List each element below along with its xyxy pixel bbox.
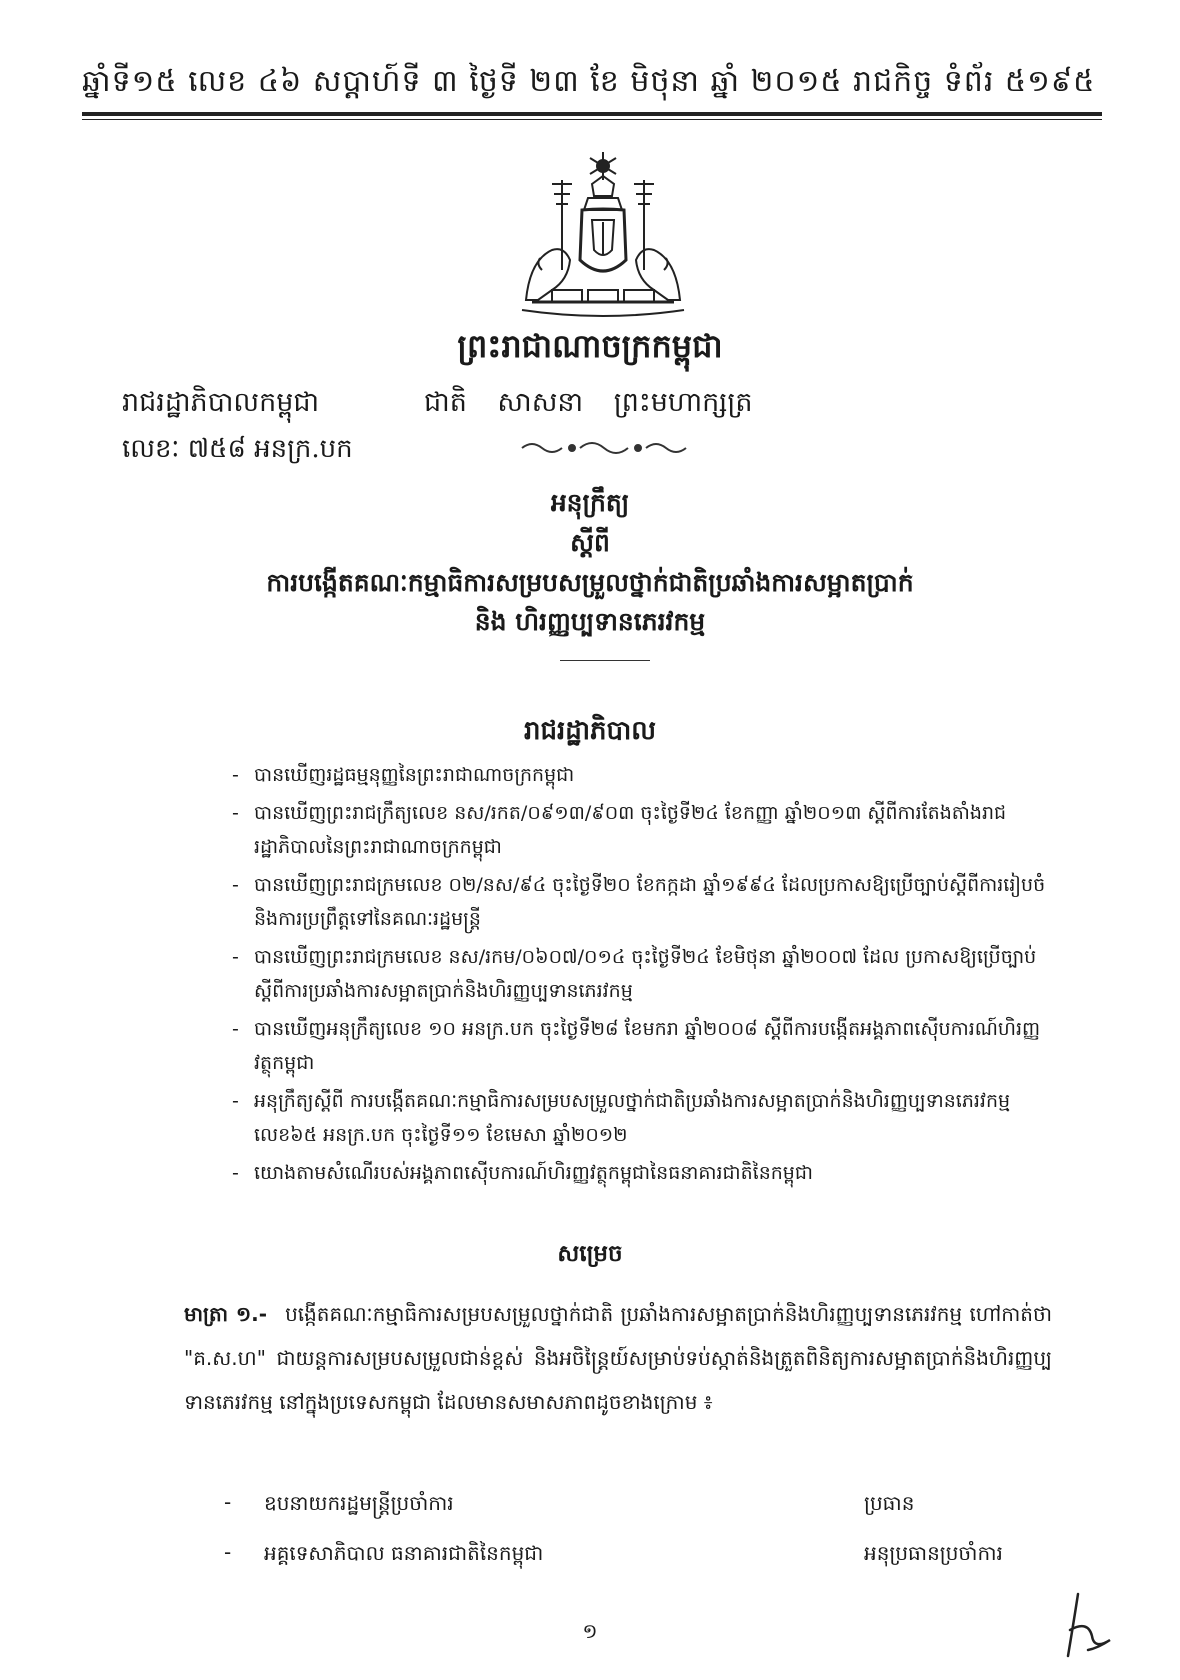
member-role: ឧបនាយករដ្ឋមន្ត្រីប្រចាំការ xyxy=(264,1491,454,1515)
header-rule-thin xyxy=(82,119,1102,120)
article-text: បង្កើតគណៈកម្មាធិការសម្របសម្រួលថ្នាក់ជាតិ ប្រឆាំងការសម្អាតប្រាក់និងហិរញ្ញប្បទានភេរវកម្ម ហៅកាត់ថា "គ.ស.ហ" ជាយន្តការសម្របសម្រួលជាន់ខ្ពស់ និងអចិន្ត្រៃយ៍សម្រាប់ទប់ស្កាត់និងត្រួតពិនិត្យការសម្អាតប្រាក់និងហិរញ្ញប្បទានភេរវកម្ម នៅក្នុងប្រទេសកម្ពុជា ដែលមានសមាសភាពដូចខាងក្រោម ៖ xyxy=(184,1302,1052,1414)
visa-item: - បានឃើញព្រះរាជក្រមលេខ នស/រកម/០៦០៧/០១៤ ចុះថ្ងៃទី២៤ ខែមិថុនា ឆ្នាំ២០០៧ ដែល ប្រកាសឱ្យប្រើច្បាប់ស្តីពីការប្រឆាំងការសម្អាតប្រាក់និងហិរញ្ញប្បទានភេរវកម្ម xyxy=(232,940,1052,1008)
visa-item: - បានឃើញព្រះរាជក្រមលេខ ០២/នស/៩៤ ចុះថ្ងៃទី២០ ខែកក្កដា ឆ្នាំ១៩៩៤ ដែលប្រកាសឱ្យប្រើច្បាប់ស្តីពីការរៀបចំនិងការប្រព្រឹត្តទៅនៃគណៈរដ្ឋមន្ត្រី xyxy=(232,868,1052,936)
visa-item: - បានឃើញអនុក្រឹត្យលេខ ១០ អនក្រ.បក ចុះថ្ងៃទី២៨ ខែមករា ឆ្នាំ២០០៨ ស្តីពីការបង្កើតអង្គភាពស៊ើបការណ៍ហិរញ្ញវត្ថុកម្ពុជា xyxy=(232,1012,1052,1080)
decision-heading: សម្រេច xyxy=(557,1240,623,1267)
document-number: លេខៈ ៧៥៨ អនក្រ.បក xyxy=(122,434,353,464)
visa-item: - យោងតាមសំណើរបស់អង្គភាពស៊ើបការណ៍ហិរញ្ញវត្ថុកម្ពុជានៃធនាគារជាតិនៃកម្ពុជា xyxy=(232,1156,1052,1190)
gazette-header: ឆ្នាំទី១៥ លេខ ៤៦ សប្តាហ៍ទី ៣ ថ្ងៃទី ២៣ ខែ មិថុនា ឆ្នាំ ២០១៥ រាជកិច្ច ទំព័រ ៥១៩៥ xyxy=(82,64,1096,99)
member-position: ប្រធាន xyxy=(864,1491,915,1515)
signature-initial-icon xyxy=(1048,1590,1118,1660)
issuer-name: រាជរដ្ឋាភិបាលកម្ពុជា xyxy=(122,387,320,418)
subject-line-1: ការបង្កើតគណៈកម្មាធិការសម្របសម្រួលថ្នាក់ជាតិប្រឆាំងការសម្អាតប្រាក់ xyxy=(266,568,914,597)
national-motto: ជាតិ សាសនា ព្រះមហាក្សត្រ xyxy=(424,387,753,418)
member-position: អនុប្រធានប្រចាំការ xyxy=(864,1541,1003,1565)
subject-line-2: និង ហិរញ្ញប្បទានភេរវកម្ម xyxy=(474,607,706,636)
article-1 xyxy=(184,1292,1052,1424)
article-number: មាត្រា ១.- xyxy=(184,1302,268,1326)
member-role: អគ្គទេសាភិបាល ធនាគារជាតិនៃកម្ពុជា xyxy=(264,1541,544,1565)
preamble-heading: រាជរដ្ឋាភិបាល xyxy=(523,716,657,746)
visa-item: - បានឃើញរដ្ឋធម្មនុញ្ញនៃព្រះរាជាណាចក្រកម្ពុជា xyxy=(232,758,1052,792)
title-divider xyxy=(560,660,650,661)
visa-list xyxy=(232,758,1052,1194)
document-type: អនុក្រឹត្យ xyxy=(550,488,630,517)
concerning-label: ស្តីពី xyxy=(570,528,610,557)
royal-coat-of-arms-icon xyxy=(512,150,694,320)
visa-item: - បានឃើញព្រះរាជក្រឹត្យលេខ នស/រកត/០៩១៣/៩០៣ ចុះថ្ងៃទី២៤ ខែកញ្ញា ឆ្នាំ២០១៣ ស្តីពីការតែងតាំងរាជរដ្ឋាភិបាលនៃព្រះរាជាណាចក្រកម្ពុជា xyxy=(232,796,1052,864)
ornament-flourish-icon xyxy=(514,436,694,458)
header-rule-thick xyxy=(82,112,1102,116)
visa-item: - អនុក្រឹត្យស្តីពី ការបង្កើតគណៈកម្មាធិការសម្របសម្រួលថ្នាក់ជាតិប្រឆាំងការសម្អាតប្រាក់និងហិរញ្ញប្បទានភេរវកម្ម លេខ៦៥ អនក្រ.បក ចុះថ្ងៃទី១១ ខែមេសា ឆ្នាំ២០១២ xyxy=(232,1084,1052,1152)
kingdom-title: ព្រះរាជាណាចក្រកម្ពុជា xyxy=(457,327,723,365)
page-number: ១ xyxy=(582,1619,598,1643)
